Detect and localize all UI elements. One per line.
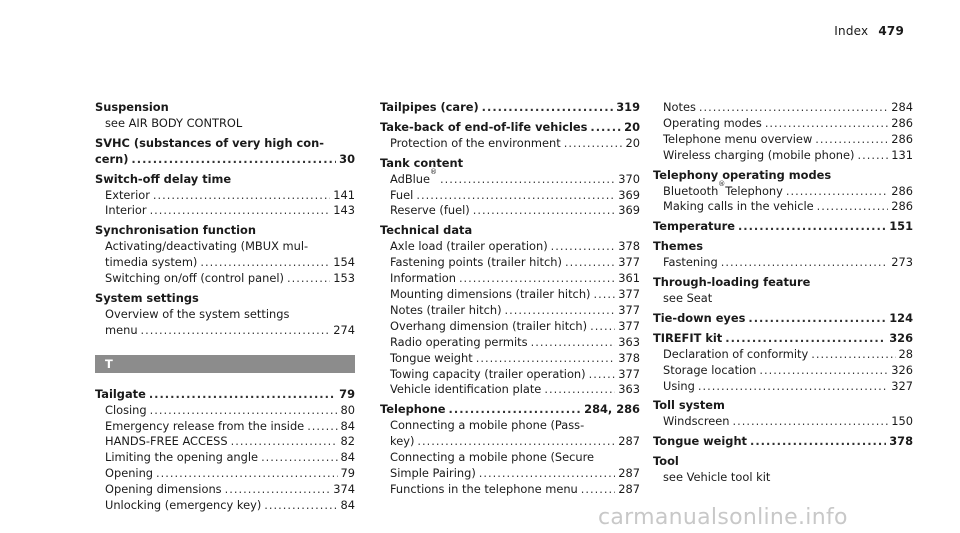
index-term-line [95,100,355,116]
index-term-line [95,152,355,168]
index-subentry-line [95,188,355,204]
index-subentry-text: Vehicle identification plate [390,382,542,397]
index-subentry-line [95,271,355,287]
index-subentry-line [380,319,640,335]
leader-dots [857,148,888,164]
index-subentry-text: Declaration of conformity [663,346,809,361]
index-subentry-line [380,351,640,367]
index-term-line [653,239,913,255]
page-reference[interactable]: 374 [333,482,355,497]
index-subentry-text: Wireless charging (mobile phone) [663,147,855,162]
index-entry [653,219,913,235]
index-subentry-text: Windscreen [663,414,730,429]
page-reference[interactable]: 327 [891,378,913,393]
index-subentry-text: menu [105,322,138,337]
page-reference[interactable]: 151 [889,219,913,234]
index-entry [380,120,640,152]
leader-dots [817,199,889,215]
page-header [834,24,904,38]
index-entry [653,434,913,450]
leader-dots [287,271,330,287]
watermark: carmanualsonline.info [598,505,848,530]
index-term-text: Tie-down eyes [653,310,746,325]
index-column-3 [653,100,913,490]
page-reference[interactable]: 377 [618,366,640,381]
index-subentry-line [380,136,640,152]
index-subentry-line [653,470,913,486]
index-entry [653,311,913,327]
index-subentry-text: Unlocking (emergency key) [105,498,262,513]
leader-dots [759,363,888,379]
index-subentry-text: AdBlue [390,171,431,186]
page-number: 479 [878,24,904,38]
index-entry [653,454,913,486]
index-subentry-line [95,307,355,323]
index-subentry-line [95,466,355,482]
leader-dots [150,203,331,219]
page-reference[interactable]: 363 [618,334,640,349]
index-term-line [653,275,913,291]
page-reference[interactable]: 286 [891,131,913,146]
page-reference[interactable]: 284 [891,100,913,114]
page-reference[interactable]: 28 [898,346,913,361]
index-subentry-line [95,255,355,271]
index-subentry-text: Activating/deactivating (MBUX mul- [105,239,309,254]
index-term-line [380,402,640,418]
index-subentry-text: Fuel [390,187,414,202]
page-reference[interactable]: 378 [618,350,640,365]
leader-dots [149,387,336,403]
index-subentry-line [95,498,355,514]
index-subentry-text: Simple Pairing) [390,465,476,480]
index-subentry-text: Making calls in the vehicle [663,199,814,214]
index-term-line [653,168,913,184]
index-subentry-text: Axle load (trailer operation) [390,239,548,254]
page-reference[interactable]: 20 [624,119,640,134]
leader-dots [476,351,616,367]
page-reference[interactable]: 378 [889,434,913,449]
leader-dots [551,239,616,255]
page-reference[interactable]: 369 [618,203,640,218]
index-subentry-text: Exterior [105,187,150,202]
index-term-text: Synchronisation function [95,223,256,238]
index-subentry-line [380,303,640,319]
index-term-line [653,454,913,470]
index-term-line [380,156,640,172]
index-subentry-text: Connecting a mobile phone (Pass- [390,418,585,433]
index-subentry-text: Opening dimensions [105,482,222,497]
leader-dots [786,184,888,200]
index-term-text: Tongue weight [653,434,748,449]
index-subentry-line [380,167,640,188]
index-term-line [380,120,640,136]
index-subentry-line [653,100,913,116]
page-reference[interactable]: 80 [340,402,355,417]
page-reference[interactable]: 286 [891,115,913,130]
index-subentry-text: Protection of the environment [390,135,561,150]
index-subentry-text: see Seat [663,290,713,305]
page-reference[interactable]: 370 [618,171,640,186]
page-reference[interactable]: 30 [339,151,355,166]
page-reference[interactable]: 153 [333,271,355,286]
index-subentry-line [380,418,640,434]
leader-dots [473,203,616,219]
page-reference[interactable]: 154 [333,255,355,270]
index-entry [380,402,640,497]
section-header: T [95,355,355,373]
page-reference[interactable]: 377 [618,318,640,333]
index-entry [95,100,355,132]
index-term-text: Telephone [380,402,446,417]
page-reference[interactable]: 326 [889,330,913,345]
index-subentry-line [380,239,640,255]
index-term-text: Themes [653,239,703,254]
index-term-text: Through-loading feature [653,275,811,290]
index-term-text: Tank content [380,155,464,170]
index-subentry-text: Interior [105,203,147,218]
index-subentry-line [653,199,913,215]
index-subentry-text: Switching on/off (control panel) [105,271,284,286]
index-term-text: Temperature [653,219,735,234]
leader-dots [721,255,889,271]
page-reference[interactable]: 287 [618,434,640,449]
page-reference[interactable]: 287 [618,481,640,496]
index-entry [653,239,913,271]
index-entry [95,223,355,287]
page-reference[interactable]: 84 [340,498,355,513]
index-subentry-line [380,287,640,303]
leader-dots [479,466,615,482]
index-term-line [653,331,913,347]
page-reference[interactable]: 79 [339,386,355,401]
page-reference[interactable]: 377 [618,302,640,317]
index-entry [653,398,913,430]
registered-mark: ® [430,167,438,176]
index-subentry-line [653,379,913,395]
page-reference[interactable]: 377 [618,255,640,270]
index-term-text: Switch-off delay time [95,171,232,186]
index-subentry-text: Reserve (fuel) [390,203,470,218]
index-term-line [95,136,355,152]
leader-dots [590,120,621,136]
page-reference[interactable]: 286 [891,183,913,198]
leader-dots [150,403,338,419]
index-subentry-line [380,482,640,498]
index-term-text: cern) [95,151,129,166]
leader-dots [544,382,615,398]
index-subentry-line [653,414,913,430]
page-reference[interactable]: 363 [618,382,640,397]
index-term-line [380,100,640,116]
leader-dots [153,188,330,204]
index-subentry-text: Tongue weight [390,350,473,365]
leader-dots [156,466,337,482]
page-reference[interactable]: 273 [891,255,913,270]
index-subentry-text: Limiting the opening angle [105,450,259,465]
leader-dots [589,367,616,383]
index-subentry-text: HANDS-FREE ACCESS [105,434,228,449]
index-subentry-text: Mounting dimensions (trailer hitch) [390,286,591,301]
index-term-line [653,434,913,450]
index-subentry-line [653,255,913,271]
index-entry [95,387,355,514]
index-column-2 [380,100,640,502]
page-reference[interactable]: 20 [625,135,640,150]
leader-dots [141,323,331,339]
index-subentry-line [380,450,640,466]
leader-dots [765,116,888,132]
index-subentry-text: Towing capacity (trailer operation) [390,366,586,381]
registered-mark: ® [718,179,726,188]
index-entry [95,136,355,168]
index-term-line [95,223,355,239]
index-subentry-line [95,403,355,419]
index-subentry-line [95,323,355,339]
leader-dots [698,379,888,395]
page-reference[interactable]: 361 [618,271,640,286]
page-reference[interactable]: 326 [891,362,913,377]
index-subentry-text: Closing [105,402,147,417]
page-reference[interactable]: 143 [333,203,355,218]
index-subentry-text: Overhang dimension (trailer hitch) [390,318,588,333]
leader-dots [725,331,886,347]
leader-dots [738,219,886,235]
index-subentry-line [380,466,640,482]
page-reference[interactable]: 369 [618,187,640,202]
index-subentry-text: see AIR BODY CONTROL [105,115,243,130]
leader-dots [264,498,337,514]
index-subentry-line [95,116,355,132]
index-subentry-text: Emergency release from the inside [105,418,305,433]
leader-dots [200,255,330,271]
page-reference[interactable]: 84 [340,450,355,465]
index-subentry-line [95,434,355,450]
index-term-text: Tailpipes (care) [380,100,479,114]
page-reference[interactable]: 84 [340,418,355,433]
index-subentry-line [380,434,640,450]
index-term-line [653,398,913,414]
index-subentry-text: timedia system) [105,255,198,270]
index-subentry-text: Storage location [663,362,757,377]
page-reference[interactable]: 286 [891,199,913,214]
leader-dots [261,450,337,466]
index-subentry-line [653,148,913,164]
leader-dots [416,188,615,204]
index-subentry-line [95,419,355,435]
index-subentry-text: Notes (trailer hitch) [390,302,502,317]
index-subentry-line [653,291,913,307]
index-term-line [380,223,640,239]
index-subentry-text: see Vehicle tool kit [663,470,771,485]
page-reference[interactable]: 131 [891,147,913,162]
page-reference[interactable]: 79 [340,466,355,481]
index-subentry-line [380,367,640,383]
page-reference[interactable]: 150 [891,414,913,429]
index-term-line [95,172,355,188]
leader-dots [505,303,616,319]
index-subentry-line [95,482,355,498]
index-subentry-line [380,203,640,219]
index-term-text: Tool [653,454,679,469]
index-entry [653,100,913,164]
index-subentry-text: Functions in the telephone menu [390,481,578,496]
index-subentry-line [380,271,640,287]
index-term-text: Technical data [380,223,473,238]
index-term-line [95,291,355,307]
index-column-1 [95,100,355,518]
page-reference[interactable]: 319 [616,100,640,114]
index-entry [380,100,640,116]
index-subentry-text: Using [663,378,695,393]
leader-dots [564,136,623,152]
index-subentry-line [95,450,355,466]
leader-dots [307,419,337,435]
index-term-text: Take-back of end-of-life vehicles [380,119,588,134]
index-subentry-line [95,239,355,255]
index-subentry-text: Operating modes [663,115,762,130]
index-label: Index [834,24,869,38]
index-subentry-text: Fastening points (trailer hitch) [390,255,562,270]
index-subentry-text: Connecting a mobile phone (Secure [390,450,595,465]
index-term-text: TIREFIT kit [653,330,723,345]
page-reference[interactable]: 284, 286 [584,402,640,417]
page-reference[interactable]: 274 [333,322,355,337]
leader-dots [748,311,886,327]
index-subentry-text: Opening [105,466,154,481]
index-subentry-text: Radio operating permits [390,334,528,349]
index-subentry-text: Overview of the system settings [105,306,290,321]
leader-dots [482,100,614,116]
leader-dots [531,335,616,351]
page-reference[interactable]: 377 [618,286,640,301]
page-reference[interactable]: 378 [618,239,640,254]
index-subentry-line [95,203,355,219]
index-subentry-text: Fastening [663,255,718,270]
leader-dots [590,319,615,335]
leader-dots [699,100,888,116]
index-entry [653,275,913,307]
leader-dots [131,152,336,168]
leader-dots [815,132,888,148]
leader-dots [231,434,338,450]
index-term-line [653,219,913,235]
index-entry [95,172,355,220]
index-subentry-text: Bluetooth [663,183,719,198]
leader-dots [750,434,886,450]
index-subentry-line [653,363,913,379]
index-term-text: Toll system [653,398,725,413]
index-subentry-line [653,347,913,363]
index-term-text: Telephony operating modes [653,167,832,182]
index-subentry-line [380,188,640,204]
index-term-text: Tailgate [95,386,146,401]
page-reference[interactable]: 141 [333,187,355,202]
index-subentry-text: Information [390,271,456,286]
page-reference[interactable]: 287 [618,465,640,480]
leader-dots [449,402,582,418]
index-entry [95,291,355,339]
leader-dots [811,347,895,363]
leader-dots [225,482,331,498]
index-entry [653,168,913,216]
index-subentry-text: key) [390,434,415,449]
index-subentry-line [380,255,640,271]
index-entry [380,223,640,398]
index-term-line [653,311,913,327]
index-subentry-text: Telephone menu overview [663,131,813,146]
index-subentry-text-suffix: Telephony [725,183,783,198]
index-entry [380,156,640,220]
leader-dots [581,482,615,498]
leader-dots [565,255,615,271]
index-term-text: Suspension [95,100,169,114]
index-subentry-line [653,132,913,148]
index-entry [653,331,913,395]
leader-dots [594,287,616,303]
index-term-text: SVHC (substances of very high con- [95,135,324,150]
index-subentry-line [380,382,640,398]
leader-dots [733,414,889,430]
index-term-text: System settings [95,290,199,305]
page-reference[interactable]: 124 [889,310,913,325]
leader-dots [440,172,615,188]
index-subentry-line [653,116,913,132]
index-subentry-line [653,179,913,200]
leader-dots [417,434,615,450]
leader-dots [459,271,615,287]
index-subentry-line [380,335,640,351]
index-subentry-text: Notes [663,100,696,114]
page-reference[interactable]: 82 [340,434,355,449]
index-term-line [95,387,355,403]
